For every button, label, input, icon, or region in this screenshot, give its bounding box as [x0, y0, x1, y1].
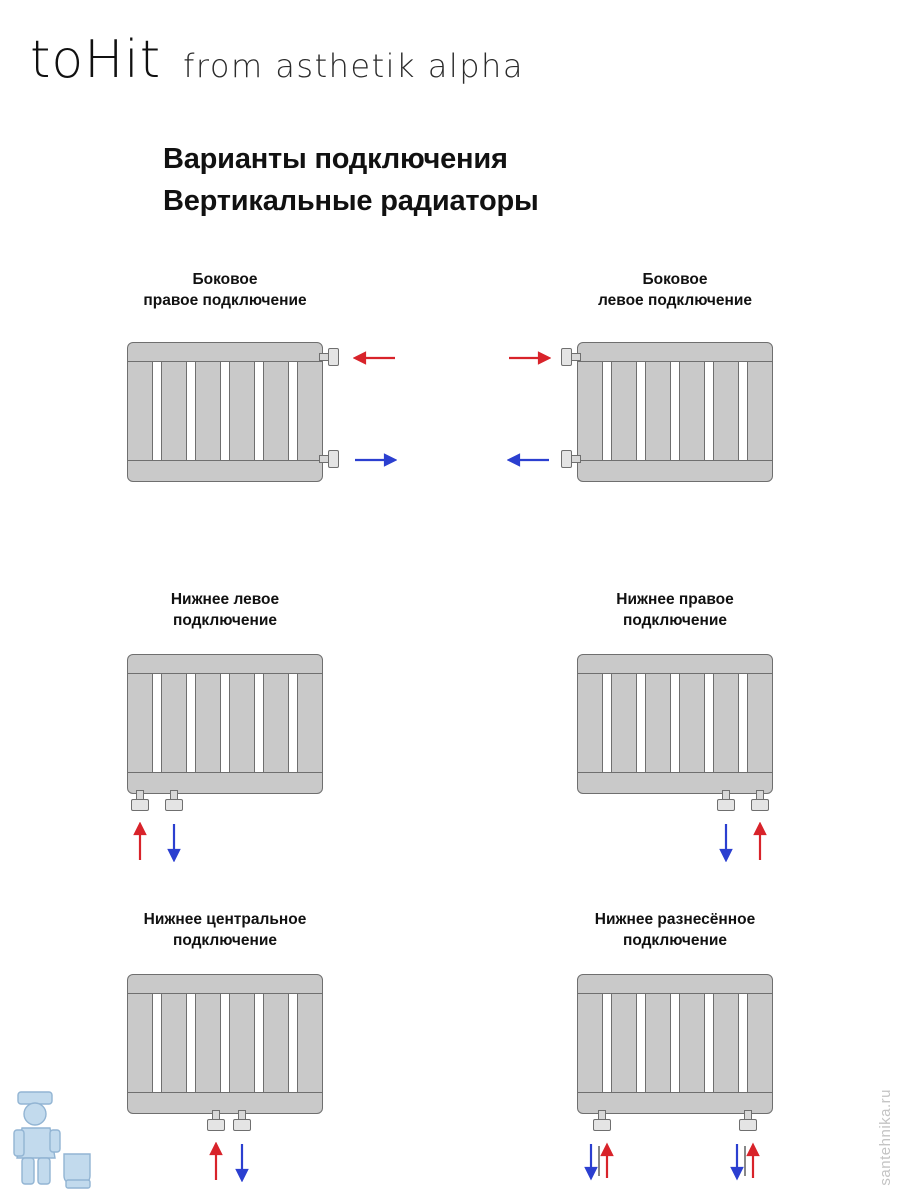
radiator-illustration	[0, 632, 450, 862]
radiator-illustration	[450, 312, 900, 542]
valve-cap	[593, 1119, 611, 1131]
brand-tagline: from asthetik alpha	[183, 47, 524, 85]
radiator-bottom-manifold	[577, 460, 773, 482]
diagram-row-3	[0, 898, 900, 1182]
valve-cap	[207, 1119, 225, 1131]
valve-bottom-return	[233, 1110, 251, 1136]
valve-bottom-supply	[131, 790, 149, 816]
brand-header	[30, 30, 524, 90]
caption-line-2: правое подключение	[143, 291, 307, 309]
valve-cap	[717, 799, 735, 811]
brand-logo: toHit	[30, 30, 162, 90]
diagram-row-2	[0, 578, 900, 862]
valve-bottom-right	[319, 450, 345, 468]
radiator-top-manifold	[577, 342, 773, 362]
diagram-caption	[0, 578, 450, 632]
radiator-bottom-manifold	[127, 1092, 323, 1114]
valve-cap	[131, 799, 149, 811]
valve-cap	[561, 348, 572, 366]
caption-line-2: подключение	[172, 931, 278, 949]
valve-cap	[561, 450, 572, 468]
caption-line-1: Нижнее центральное	[143, 910, 307, 928]
radiator-body	[577, 974, 773, 1114]
supply-arrow-icon	[206, 1142, 226, 1182]
radiator-illustration	[450, 952, 900, 1182]
caption-line-1: Боковое	[192, 271, 258, 288]
supply-arrow-icon	[130, 822, 150, 862]
radiator-body	[577, 654, 773, 794]
page-title-line-1: Варианты подключения	[163, 143, 508, 175]
diagram-side-right	[0, 258, 450, 542]
valve-bottom-supply	[751, 790, 769, 816]
radiator-body	[127, 974, 323, 1114]
valve-cap	[751, 799, 769, 811]
radiator-top-manifold	[127, 342, 323, 362]
caption-line-1: Боковое	[642, 271, 708, 288]
radiator-illustration	[450, 632, 900, 862]
radiator-top-manifold	[127, 654, 323, 674]
supply-arrow-icon	[507, 348, 551, 368]
valve-cap	[328, 348, 339, 366]
valve-cap	[165, 799, 183, 811]
valve-bottom-return	[165, 790, 183, 816]
return-arrow-icon	[507, 450, 551, 470]
return-arrow-icon	[232, 1142, 252, 1182]
diagram-bottom-spread	[450, 898, 900, 1182]
diagram-caption	[0, 898, 450, 952]
diagram-bottom-right	[450, 578, 900, 862]
caption-line-2: подключение	[172, 611, 278, 629]
valve-cap	[739, 1119, 757, 1131]
radiator-bottom-manifold	[577, 772, 773, 794]
radiator-body	[577, 342, 773, 482]
valve-bottom-supply	[207, 1110, 225, 1136]
diagram-caption	[0, 258, 450, 312]
radiator-top-manifold	[577, 654, 773, 674]
return-arrow-icon	[716, 822, 736, 862]
caption-line-2: подключение	[622, 611, 728, 629]
radiator-top-manifold	[127, 974, 323, 994]
caption-line-1: Нижнее левое	[170, 590, 280, 608]
caption-line-2: подключение	[622, 931, 728, 949]
radiator-illustration	[0, 312, 450, 542]
radiator-body	[127, 342, 323, 482]
caption-line-1: Нижнее правое	[616, 590, 734, 608]
diagram-caption	[450, 578, 900, 632]
valve-cap	[233, 1119, 251, 1131]
valve-bottom-left	[593, 1110, 611, 1136]
supply-arrow-icon	[353, 348, 397, 368]
return-arrow-icon	[353, 450, 397, 470]
diagram-caption	[450, 258, 900, 312]
return-arrow-icon	[164, 822, 184, 862]
supply-arrow-icon	[750, 822, 770, 862]
diagram-grid	[0, 258, 900, 1182]
watermark-text: santehnika.ru	[877, 1089, 894, 1186]
valve-bottom-left	[555, 450, 581, 468]
plumber-watermark-icon	[8, 1084, 100, 1194]
valve-top-right	[319, 348, 345, 366]
diagram-bottom-left	[0, 578, 450, 862]
valve-bottom-right	[739, 1110, 757, 1136]
valve-neck	[571, 455, 581, 463]
valve-neck	[571, 353, 581, 361]
diagram-side-left	[450, 258, 900, 542]
flow-arrows-right-icon	[729, 1142, 769, 1182]
valve-top-left	[555, 348, 581, 366]
valve-bottom-return	[717, 790, 735, 816]
radiator-bottom-manifold	[127, 460, 323, 482]
radiator-body	[127, 654, 323, 794]
page-title	[163, 138, 539, 222]
valve-cap	[328, 450, 339, 468]
caption-line-2: левое подключение	[597, 291, 753, 309]
diagram-row-1	[0, 258, 900, 542]
radiator-bottom-manifold	[127, 772, 323, 794]
caption-line-1: Нижнее разнесённое	[594, 910, 756, 928]
flow-arrows-left-icon	[583, 1142, 623, 1182]
page-title-line-2: Вертикальные радиаторы	[163, 185, 539, 218]
radiator-top-manifold	[577, 974, 773, 994]
diagram-caption	[450, 898, 900, 952]
